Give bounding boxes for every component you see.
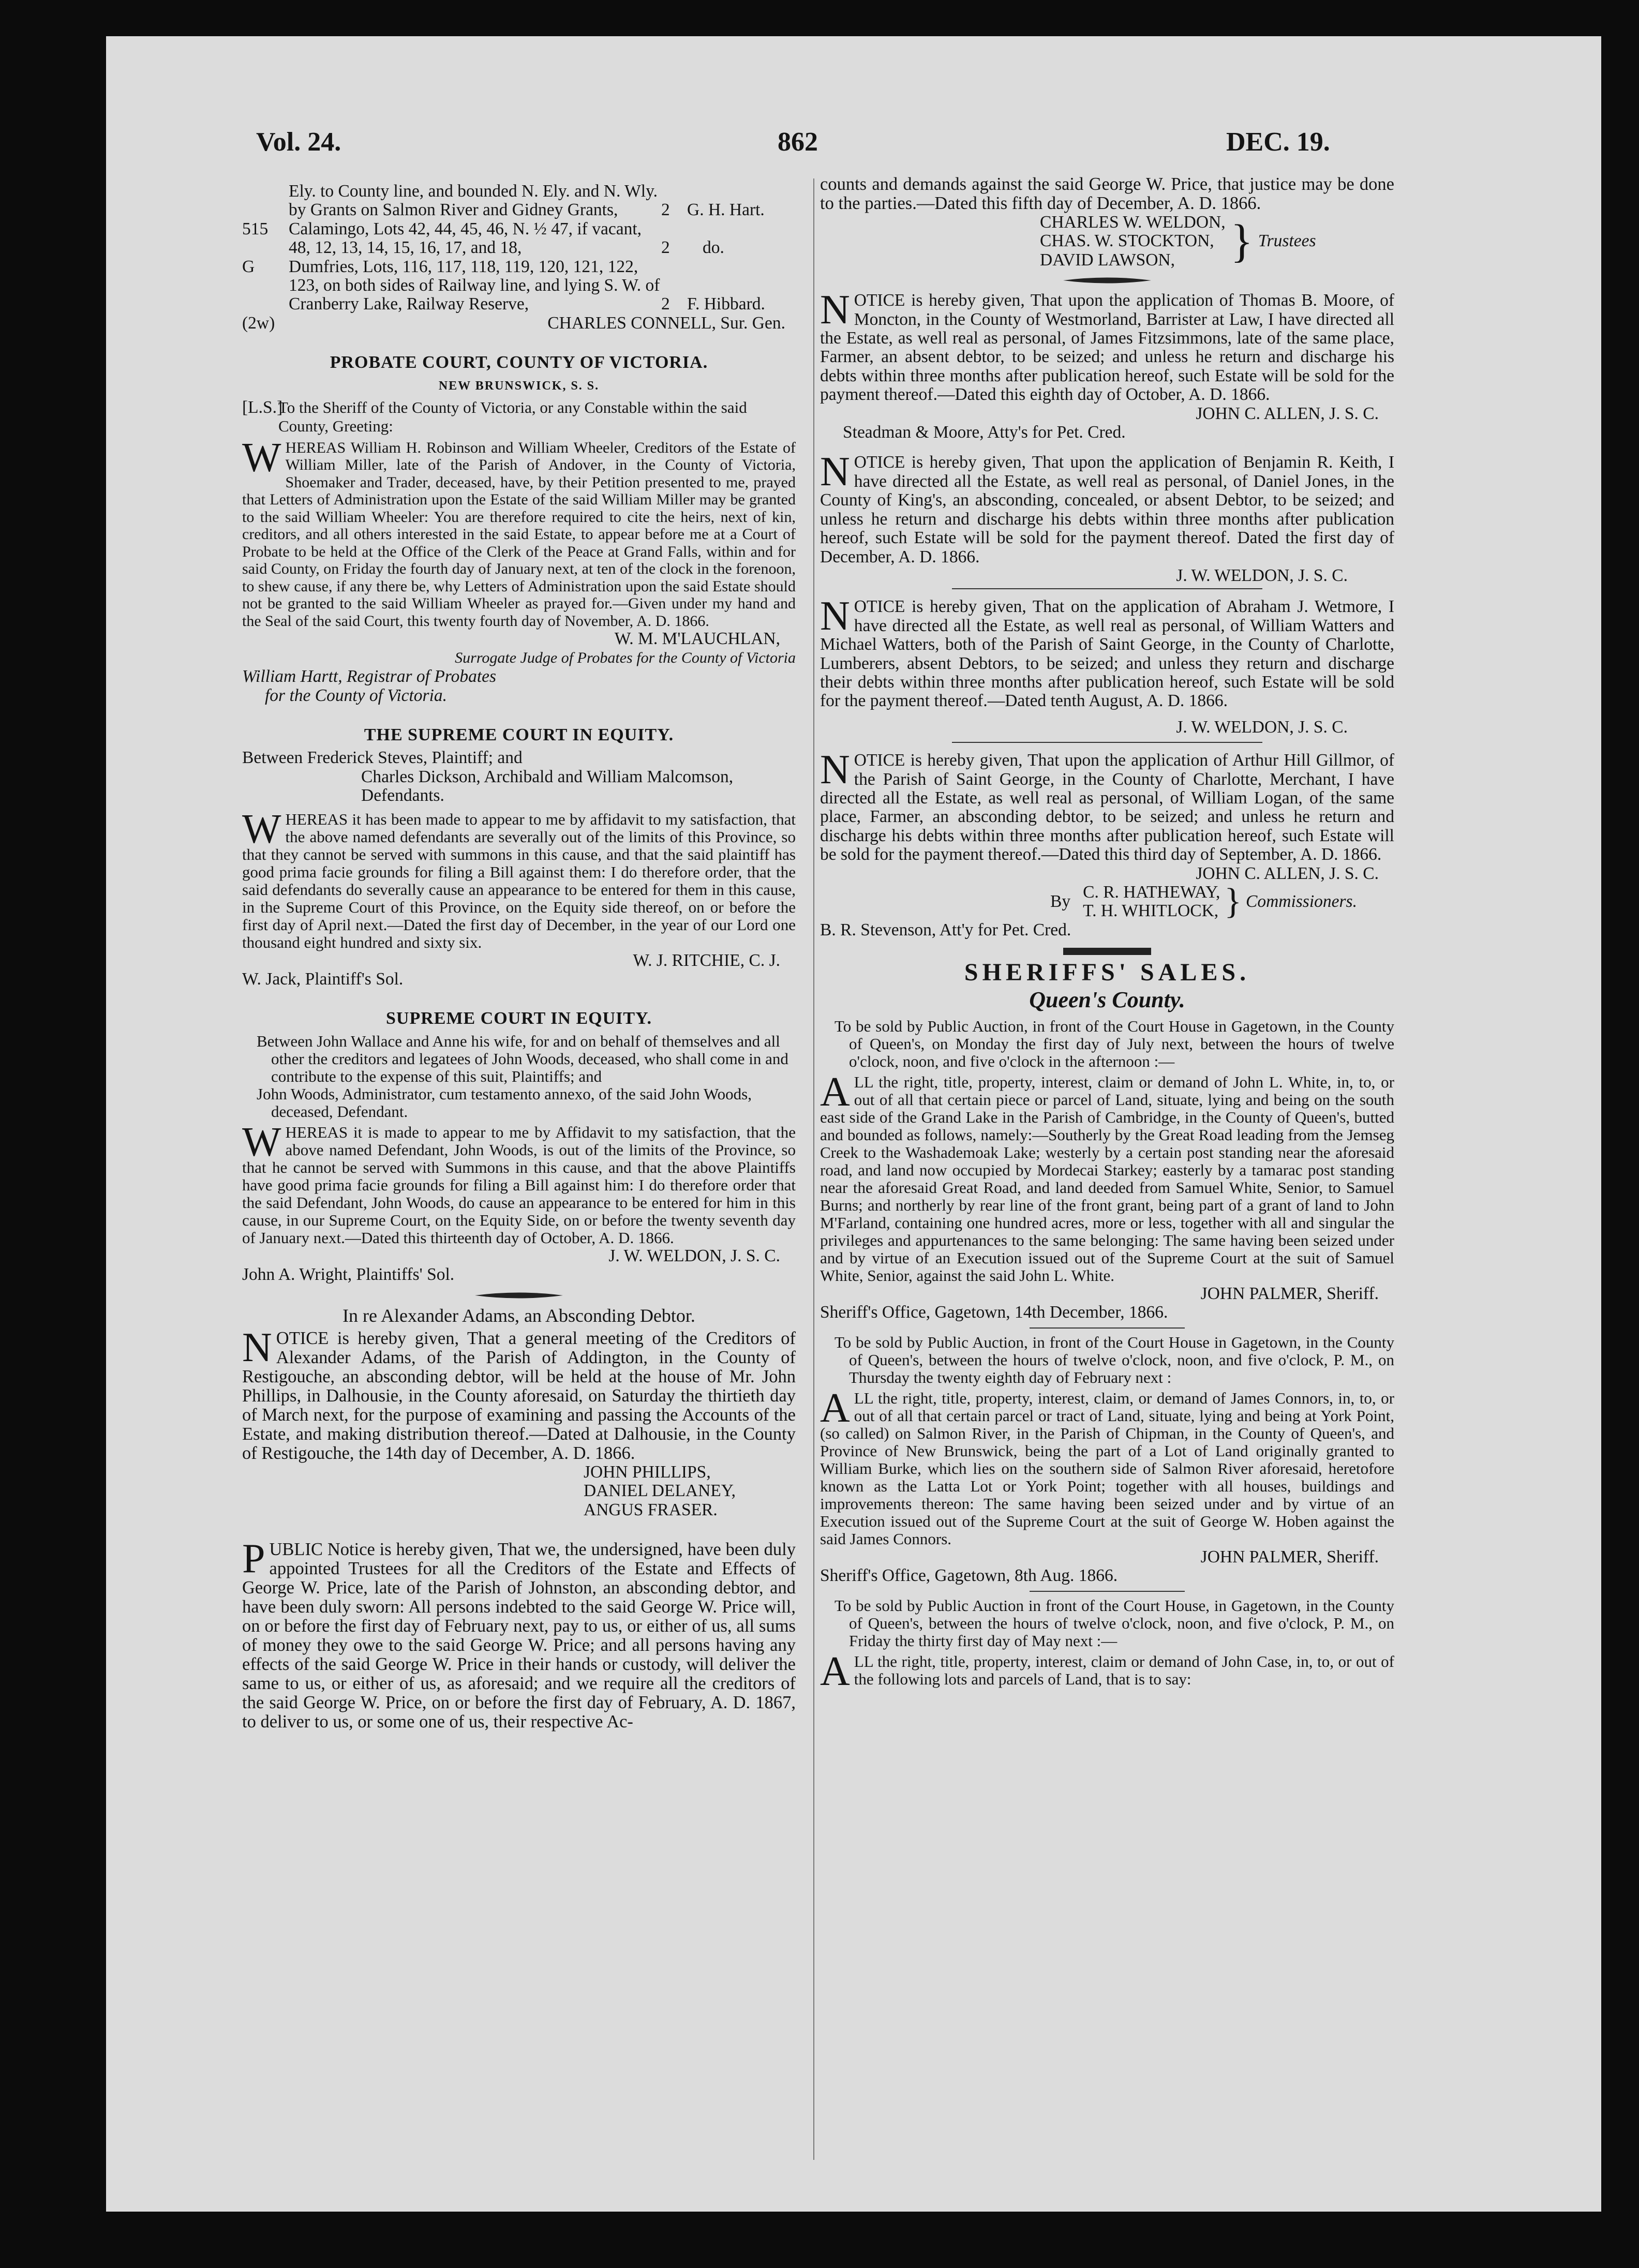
equity2-between: Between John Wallace and Anne his wife, for and on behalf of themselves and all other the creditors and legatees of John Woods, deceased, who shall come in and contribute to the expense of this suit, Plaintiffs; and [257,1032,788,1085]
moore-drop-cap: N [820,287,850,333]
equity2-body: HEREAS it is made to appear to me by Affidavit to my satisfaction, that the above named Defendant, John Woods, is out of the limits of the Province, so that he cannot be served with Summons in this cause, and that the above Plaintiffs have good prima facie grounds for filing a Bill against him: I do therefore order that the said Defendant, John Woods, do cause an appearance to be entered for him in this cause, in our Supreme Court, on the Equity Side, on or before the twenty seventh day of January next.—Dated this thirteenth day of October, A. D. 1866. [242,1123,796,1247]
grants-sig-tag: (2w) [242,313,275,333]
grant-name: F. Hibbard. [687,294,765,314]
commissioners-role: Commissioners. [1245,892,1357,912]
moore-signature: JOHN C. ALLEN, J. S. C. [1196,404,1379,423]
commissioner-2: T. H. WHITLOCK, [1083,901,1219,921]
grant-name: do. [703,238,724,258]
adams-signature-2: DANIEL DELANEY, [584,1481,736,1501]
grant-row [242,182,796,220]
sale2-drop-cap: A [820,1385,850,1431]
equity2-defendant: John Woods, Administrator, cum testamento annexo, of the said John Woods, deceased, Defendant. [257,1084,752,1121]
keith-body: OTICE is hereby given, That upon the application of Benjamin R. Keith, I have directed all the Estate, as well real as personal, of Daniel Jones, in the County of King's, an absconding, concealed, or absent Debtor, to be seized; and unless he return and discharge his debts within three months after publication hereof, such Estate will be sold for the payment thereof. Dated the first day of December, A. D. 1866. [820,453,1394,566]
grant-desc: Dumfries, Lots, 116, 117, 118, 119, 120, 121, 122, 123, on both sides of Railway line, and lying S. W. of Cranberry Lake, Railway Reserve, [289,257,660,314]
sale1-signature: JOHN PALMER, Sheriff. [1200,1284,1379,1304]
ornament-divider [1063,275,1151,286]
probate-registrar-county: for the County of Victoria. [265,685,448,705]
adams-body: OTICE is hereby given, That a general meeting of the Creditors of Alexander Adams, of the Parish of Addington, in the County of Restigouche, an absconding debtor, will be held at the house of Mr. John Phillips, in Dalhousie, in the County aforesaid, on Saturday the thirtieth day of March next, for the purpose of examining and passing the Accounts of the Estate, and making distribution thereof.—Dated at Dalhousie, in the County of Restigouche, the 14th day of December, A. D. 1866. [242,1329,796,1464]
grant-no: 515 [242,219,269,238]
rule [952,742,1262,743]
volume-label: Vol. 24. [256,127,341,157]
grant-row [242,258,796,314]
sale1-drop-cap: A [820,1069,850,1115]
trustee-2: CHAS. W. STOCKTON, [1040,231,1214,251]
equity1-title: THE SUPREME COURT IN EQUITY. [364,725,674,744]
price-drop-cap: P [242,1536,265,1582]
sale3-intro: To be sold by Public Auction in front of the Court House, in Gagetown, in the County of Queen's, between the hours of twelve o'clock, noon, and five o'clock, P. M., on Friday the thirty first day of May next :— [835,1596,1394,1650]
moore-attorney: Steadman & Moore, Atty's for Pet. Cred. [843,423,1126,442]
equity1-solicitor: W. Jack, Plaintiff's Sol. [242,969,404,989]
adams-title: In re Alexander Adams, an Absconding Debtor. [342,1305,695,1326]
equity1-signature: W. J. RITCHIE, C. J. [633,950,780,970]
grant-name: G. H. Hart. [687,200,765,220]
keith-signature: J. W. WELDON, J. S. C. [1176,565,1348,585]
probate-signature-title: Surrogate Judge of Probates for the County of Victoria [455,649,796,666]
grant-qty: 2 [661,238,670,258]
brace: } [1224,882,1242,922]
sale1-body: LL the right, title, property, interest, claim or demand of John L. White, in, to, or out of all that certain piece or parcel of Land, situate, lying and being on the south east side of the Grand Lake in the Parish of Cambridge, in the County of Queen's, butted and bounded as follows, namely:—Southerly by the Great Road leading from the Jemseg Creek to the Washademoak Lake; westerly by a certain post standing near the aforesaid road, and land now occupied by Mordecai Starkey; easterly by a tamarac post standing near the aforesaid Great Road, and land deeded from Samuel White, Senior, to Samuel Burns; and northerly by rear line of the front grant, being part of a grant of land to John M'Farland, containing one hundred acres, more or less, together with all and singular the privileges and appurtenances to the same belonging: The same having been seized under and by virtue of an Execution issued out of the Supreme Court at the suit of Samuel White, Senior, against the said John L. White. [820,1073,1394,1285]
trustee-3: DAVID LAWSON, [1040,250,1175,270]
rule [1030,1591,1185,1592]
wetmore-signature: J. W. WELDON, J. S. C. [1176,717,1348,737]
grants-signature: CHARLES CONNELL, Sur. Gen. [547,313,785,333]
sale2-intro: To be sold by Public Auction, in front of the Court House in Gagetown, in the County of Queen's, between the hours of twelve o'clock, noon, and five o'clock, P. M., on Thursday the twenty eighth day of February next : [835,1333,1394,1386]
sheriffs-sales-title: SHERIFFS' SALES. [964,959,1250,987]
commissioner-1: C. R. HATHEWAY, [1083,883,1220,902]
left-column [242,182,796,1732]
grants-table [242,182,796,314]
page-number: 862 [778,127,818,157]
grant-no: G [242,257,255,276]
price-body: UBLIC Notice is hereby given, That we, the undersigned, have been duly appointed Trustees for all the Creditors of the Estate and Effects of George W. Price, late of the Parish of Johnston, an absconding debtor, and have been duly sworn: All persons indebted to the said George W. Price will, on or before the first day of February next, pay to us, or either of us, all sums of money they owe to the said George W. Price; and all persons having any effects of the said George W. Price in their hands or custody, will deliver the same to us, or either of us, as aforesaid; and we require all the creditors of the said George W. Price, on or before the first day of February, A. D. 1867, to deliver to us, or some one of us, their respective Ac- [242,1540,796,1732]
column-divider [813,178,814,2160]
equity2-solicitor: John A. Wright, Plaintiffs' Sol. [242,1265,455,1285]
probate-drop-cap: W [242,435,281,481]
issue-date: DEC. 19. [1226,127,1330,157]
sale3-body: LL the right, title, property, interest, claim or demand of John Case, in, to, or out of the following lots and parcels of Land, that is to say: [854,1652,1394,1688]
moore-body: OTICE is hereby given, That upon the application of Thomas B. Moore, of Moncton, in the County of Westmorland, Barrister at Law, I have directed all the Estate, as well real as personal, of James Fitzsimmons, late of the same place, Farmer, an absent debtor, to be seized; and unless he return and discharge his debts within three months after publication hereof, such Estate will be sold for the payment thereof.—Dated this eighth day of October, A. D. 1866. [820,291,1394,405]
sale2-signature: JOHN PALMER, Sheriff. [1200,1547,1379,1566]
sale2-office: Sheriff's Office, Gagetown, 8th Aug. 1866. [820,1566,1118,1586]
right-column [820,174,1394,1694]
probate-body: HEREAS William H. Robinson and William Wheeler, Creditors of the Estate of William Miller, late of the Parish of Andover, in the County of Victoria, Shoemaker and Trader, deceased, have, by their Petition presented to me, prayed that Letters of Administration upon the Estate of the said William Miller may be granted to the said William Wheeler: You are therefore required to cite the heirs, next of kin, creditors, and all others interested in the said Estate, to appear before me at a Court of Probate to be held at the Office of the Clerk of the Peace at Grand Falls, within and for said County, on Friday the fourth day of January next, at ten of the clock in the forenoon, to shew cause, if any there be, why Letters of Administration upon the said Estate should not be granted to the said William Wheeler as prayed for.—Given under my hand and the Seal of the said Court, this twenty fourth day of November, A. D. 1866. [242,439,796,630]
probate-title: PROBATE COURT, COUNTY OF VICTORIA. [330,353,708,372]
sale1-office: Sheriff's Office, Gagetown, 14th December, 1866. [820,1303,1168,1322]
equity2-title: SUPREME COURT IN EQUITY. [385,1009,652,1028]
equity1-body: HEREAS it has been made to appear to me by affidavit to my satisfaction, that the above named defendants are severally out of the limits of this Province, so that they cannot be served with summons in this cause, and that the said plaintiff has good prima facie grounds for filing a Bill against them: I do therefore order, that the said defendants do severally cause an appearance to be entered for them in this cause, in the Supreme Court of this Province, on the Equity side thereof, on or before the first day of April next.—Dated the first day of December, in the year of our Lord one thousand eight hundred and sixty six. [242,810,796,951]
by-label: By [1050,892,1071,912]
probate-signature: W. M. M'LAUCHLAN, [614,629,780,649]
probate-address: To the Sheriff of the County of Victoria, or any Constable within the said County, Greeting: [278,398,747,436]
equity1-defendants: Charles Dickson, Archibald and William Malcomson, Defendants. [361,767,734,805]
rule [952,588,1262,589]
price-continued: counts and demands against the said George W. Price, that justice may be done to the parties.—Dated this fifth day of December, A. D. 1866. [820,174,1394,213]
sale1-intro: To be sold by Public Auction, in front of the Court House in Gagetown, in the County of Queen's, on Monday the first day of July next, between the hours of twelve o'clock, noon, and five o'clock in the afternoon :— [835,1017,1394,1071]
grant-desc: Ely. to County line, and bounded N. Ely. and N. Wly. by Grants on Salmon River and Gidney Grants, [289,182,658,220]
adams-signature-3: ANGUS FRASER. [584,1500,718,1519]
wetmore-drop-cap: N [820,593,850,639]
equity2-drop-cap: W [242,1119,281,1165]
grant-row [242,220,796,258]
ornament-divider [475,1290,563,1301]
adams-drop-cap: N [242,1325,272,1371]
gillmor-body: OTICE is hereby given, That upon the application of Arthur Hill Gillmor, of the Parish of Saint George, in the County of Charlotte, Merchant, I have directed all the Estate, as well real as personal, of William Logan, of the same place, Farmer, an absconding debtor, to be seized; and unless he return and discharge his debts within three months after publication hereof, such Estate will be sold for the payment thereof.—Dated this third day of September, A. D. 1866. [820,751,1394,864]
probate-subtitle: NEW BRUNSWICK, S. S. [438,379,600,393]
rule [1030,1327,1185,1329]
sale3-drop-cap: A [820,1648,850,1694]
keith-drop-cap: N [820,449,850,495]
trustees-role: Trustees [1258,231,1316,251]
probate-seal: [L.S.] [242,398,283,417]
section-rule [1063,948,1151,955]
binding-hole [80,942,97,974]
grant-qty: 2 [661,294,670,314]
equity1-drop-cap: W [242,806,281,852]
gillmor-drop-cap: N [820,747,850,793]
wetmore-body: OTICE is hereby given, That on the application of Abraham J. Wetmore, I have directed all the Estate, as well real as personal, of William Watters and Michael Watters, both of the Parish of Saint George, in the County of Charlotte, Lumberers, absent Debtors, to be seized; and unless they return and discharge their debts within three months after publication hereof, such Estate will be sold for the payment thereof.—Dated tenth August, A. D. 1866. [820,597,1394,711]
trustee-1: CHARLES W. WELDON, [1040,213,1226,232]
grant-qty: 2 [661,200,670,220]
gillmor-signature: JOHN C. ALLEN, J. S. C. [1196,863,1379,883]
sale2-body: LL the right, title, property, interest, claim, or demand of James Connors, in, to, or out of all that certain parcel or tract of Land, situate, lying and being at York Point, (so called) on Salmon River, in the Parish of Chipman, in the County of Queen's, and Province of New Brunswick, being the part of a Lot of Land originally granted to William Burke, which lies on the southern side of Salmon River aforesaid, heretofore known as the Latta Lot or York Point; together with all houses, buildings and improvements thereon: The same having been seized under and by virtue of an Execution issued out of the Supreme Court at the suit of George W. Hoben against the said James Connors. [820,1389,1394,1548]
queens-county-title: Queen's County. [1029,987,1185,1012]
adams-signature-1: JOHN PHILLIPS, [584,1463,711,1482]
grant-desc: Calamingo, Lots 42, 44, 45, 46, N. ½ 47, if vacant, 48, 12, 13, 14, 15, 16, 17, and 18, [289,219,642,258]
brace: } [1230,215,1253,267]
equity1-between: Between Frederick Steves, Plaintiff; and [242,748,523,768]
gillmor-attorney: B. R. Stevenson, Att'y for Pet. Cred. [820,920,1071,939]
equity2-signature: J. W. WELDON, J. S. C. [608,1246,780,1265]
grant-no [242,182,273,220]
probate-registrar: William Hartt, Registrar of Probates [242,667,497,687]
